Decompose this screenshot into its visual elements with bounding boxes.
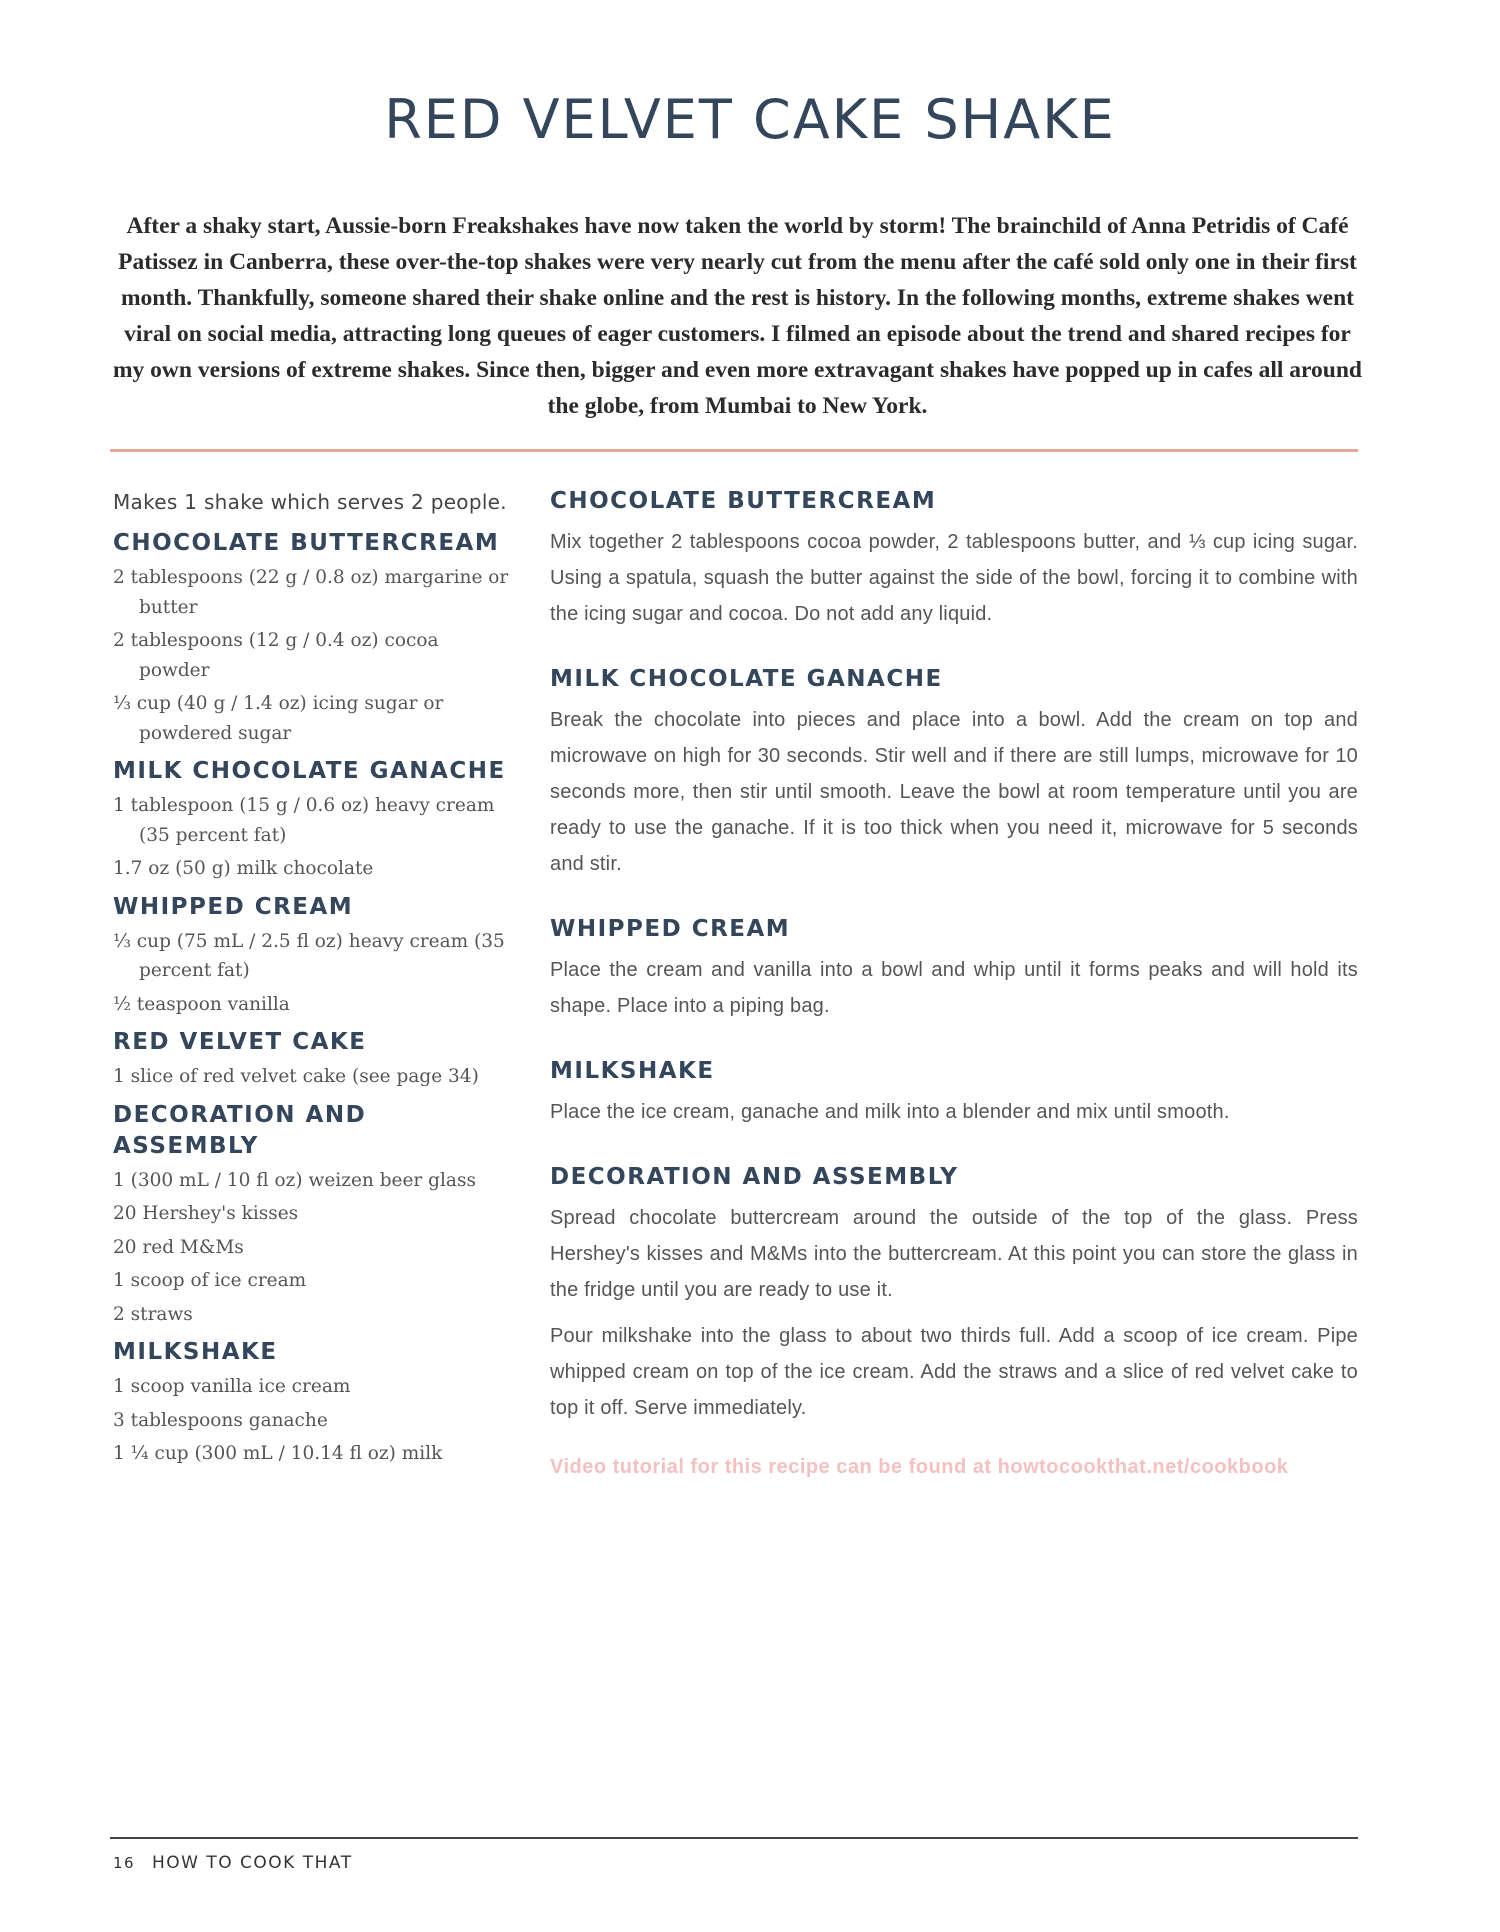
ingredient-list [113, 563, 513, 748]
method-step-heading: WHIPPED CREAM [550, 916, 791, 942]
method-step-ganache [550, 662, 1358, 882]
method-column [550, 484, 1358, 1479]
ingredient-item: 1 scoop of ice cream [113, 1270, 307, 1291]
intro-paragraph: After a shaky start, Aussie-born Freakshakes have now taken the world by storm! The brainchild of Anna Petridis of Café Patissez in Canberra, these over-the-top shakes were very nearly cut from the menu after the café sold only one in their first month. Thankfully, someone shared their shake online and the rest is history. In the following months, extreme shakes went viral on social media, attracting long queues of eager customers. I filmed an episode about the trend and shared recipes for my own versions of extreme shakes. Since then, bigger and even more extravagant shakes have popped up in cafes all around the globe, from Mumbai to New York. [112, 213, 1363, 419]
method-step-text: Place the ice cream, ganache and milk into a blender and mix until smooth. [550, 1101, 1230, 1123]
method-step-heading: MILK CHOCOLATE GANACHE [550, 666, 943, 692]
ingredient-item: 1 ¼ cup (300 mL / 10.14 fl oz) milk [113, 1443, 443, 1464]
ingredient-item: 1.7 oz (50 g) milk chocolate [113, 858, 374, 879]
ingredient-item: 1 tablespoon (15 g / 0.6 oz) heavy cream (35 percent fat) [113, 795, 495, 846]
method-step-buttercream [550, 484, 1358, 632]
method-step-heading: MILKSHAKE [550, 1058, 715, 1084]
method-step-text: Break the chocolate into pieces and place into a bowl. Add the cream on top and microwave on high for 30 seconds. Stir well and if there are still lumps, microwave for 10 seconds more, then stir until smooth. Leave the bowl at room temperature until you are ready to use the ganache. If it is too thick when you need it, microwave for 5 seconds and stir. [550, 709, 1358, 875]
ingredient-item: 2 straws [113, 1303, 193, 1325]
ingredient-item: ⅓ cup (40 g / 1.4 oz) icing sugar or powdered sugar [113, 693, 444, 744]
method-step-text: Place the cream and vanilla into a bowl and whip until it forms peaks and will hold its shape. Place into a piping bag. [550, 959, 1358, 1017]
ingredient-group-decoration [113, 1100, 513, 1330]
ingredients-column [113, 484, 513, 1473]
ingredient-item: 3 tablespoons ganache [113, 1409, 328, 1431]
book-title: HOW TO COOK THAT [152, 1853, 353, 1873]
ingredient-group-heading: RED VELVET CAKE [113, 1029, 367, 1055]
ingredient-group-heading: CHOCOLATE BUTTERCREAM [113, 530, 500, 556]
ingredient-group-buttercream [113, 528, 513, 748]
ingredient-item: 20 red M&Ms [113, 1236, 244, 1258]
ingredient-item: 2 tablespoons (12 g / 0.4 oz) cocoa powder [113, 630, 439, 681]
ingredient-group-ganache [113, 756, 513, 884]
serving-note: Makes 1 shake which serves 2 people. [113, 490, 507, 514]
method-step-heading: DECORATION AND ASSEMBLY [550, 1164, 959, 1190]
method-step-milkshake [550, 1054, 1358, 1130]
ingredient-group-heading: DECORATION AND ASSEMBLY [113, 1101, 367, 1159]
ingredient-item: ½ teaspoon vanilla [113, 993, 290, 1015]
ingredient-item: 1 slice of red velvet cake (see page 34) [113, 1066, 479, 1087]
ingredient-group-heading: MILK CHOCOLATE GANACHE [113, 758, 506, 784]
ingredient-item: ⅓ cup (75 mL / 2.5 fl oz) heavy cream (35 percent fat) [113, 930, 505, 981]
method-step-heading: CHOCOLATE BUTTERCREAM [550, 488, 937, 514]
ingredient-item: 1 (300 mL / 10 fl oz) weizen beer glass [113, 1169, 476, 1191]
section-divider [110, 449, 1358, 452]
method-step-decoration [550, 1160, 1358, 1426]
page-footer [113, 1853, 353, 1873]
video-tutorial-note: Video tutorial for this recipe can be found at howtocookthat.net/cookbook [550, 1456, 1289, 1478]
ingredient-item: 2 tablespoons (22 g / 0.8 oz) margarine or butter [113, 567, 509, 618]
ingredient-list [113, 1166, 513, 1330]
method-step-whipped-cream [550, 912, 1358, 1024]
ingredient-list [113, 1062, 513, 1092]
method-step-text: Mix together 2 tablespoons cocoa powder, 2 tablespoons butter, and ⅓ cup icing sugar. Using a spatula, squash the butter against the side of the bowl, forcing it to combine with the icing sugar and cocoa. Do not add any liquid. [550, 531, 1358, 625]
ingredient-group-whipped-cream [113, 892, 513, 1020]
ingredient-item: 1 scoop vanilla ice cream [113, 1376, 351, 1397]
ingredient-list [113, 1372, 513, 1469]
ingredient-group-milkshake [113, 1337, 513, 1469]
ingredient-group-heading: WHIPPED CREAM [113, 893, 354, 920]
footer-divider [110, 1837, 1358, 1839]
page-title: RED VELVET CAKE SHAKE [384, 88, 1116, 151]
ingredient-group-heading: MILKSHAKE [113, 1339, 278, 1365]
page-number: 16 [113, 1854, 136, 1872]
ingredient-group-red-velvet-cake [113, 1027, 513, 1092]
ingredient-list [113, 927, 513, 1020]
ingredient-item: 20 Hershey's kisses [113, 1203, 299, 1224]
ingredient-list [113, 791, 513, 884]
method-step-text: Pour milkshake into the glass to about two thirds full. Add a scoop of ice cream. Pipe whipped cream on top of the ice cream. Add the straws and a slice of red velvet cake to top it off. Serve immediately. [550, 1325, 1358, 1419]
method-step-text: Spread chocolate buttercream around the outside of the top of the glass. Press Hershey's kisses and M&Ms into the buttercream. At this point you can store the glass in the fridge until you are ready to use it. [550, 1207, 1358, 1301]
